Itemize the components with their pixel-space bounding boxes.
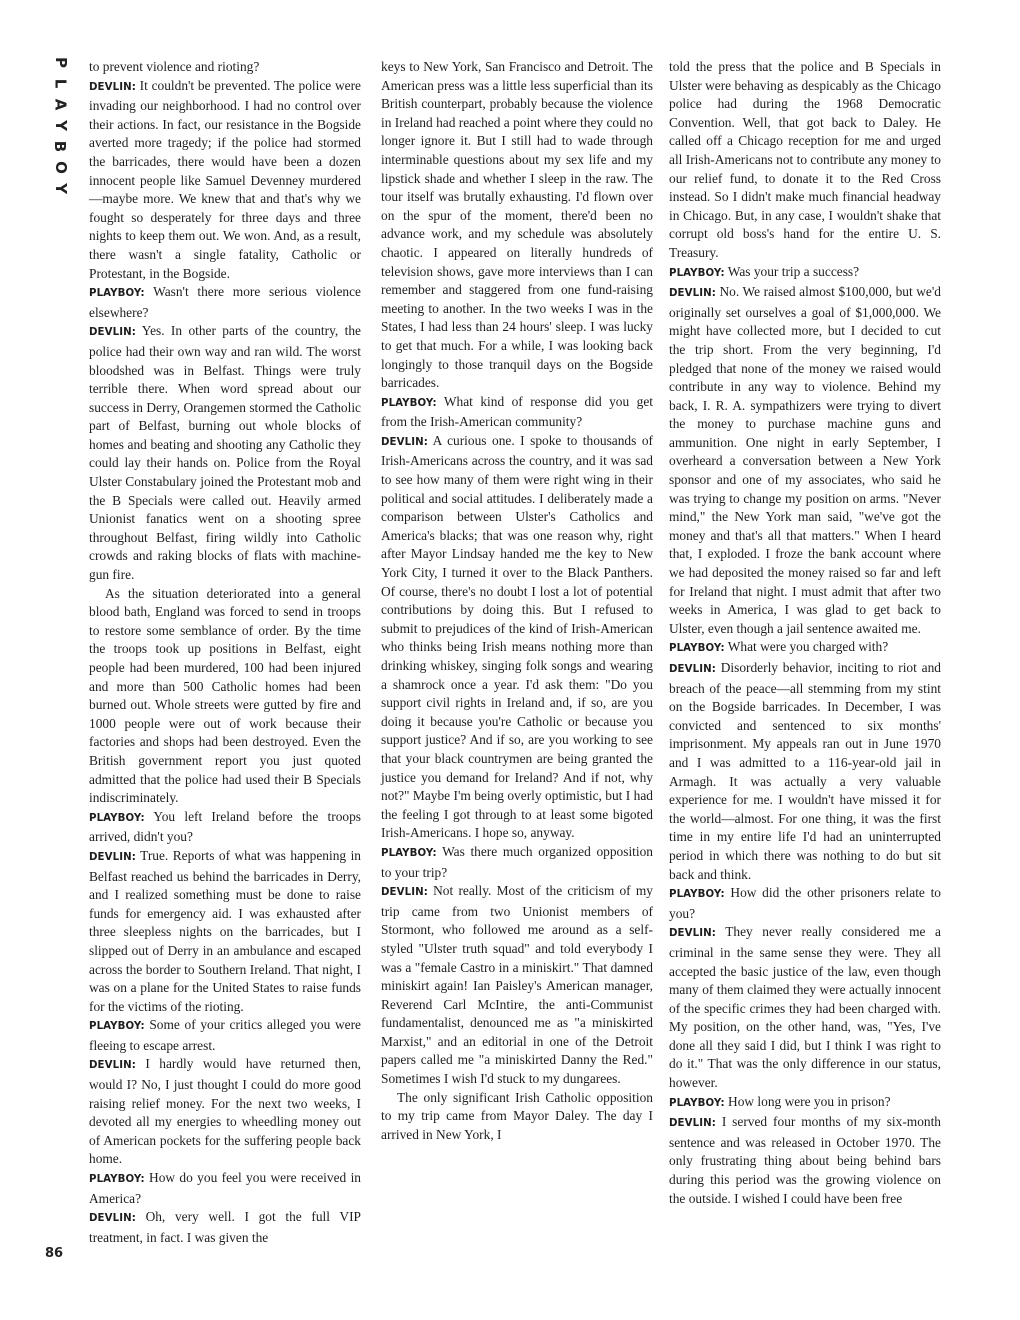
- continuation-paragraph: [381, 1089, 653, 1145]
- side-logo-letter: O: [51, 161, 70, 174]
- interview-paragraph: [89, 1208, 361, 1247]
- paragraph-text: No. We raised almost $100,000, but we'd originally set ourselves a goal of $1,000,000. We might have collected more, but I decided to cut the trip short. From the very beginning, I'd pledged that none of the money we raised would contribute in any way to violence. Behind my back, I. R. A. sympathizers were trying to divert the money to purchase machine guns and ammunition. One night in early September, I overheard a conversation between a New York sponsor and one of my associates, who said he was trying to change my position on arms. "Never mind," the New York man said, "we've got the money and that's all that matters." When I heard that, I exploded. I froze the bank account where we had deposited the money raised so far and left for Ireland that night. I must admit that after two weeks in America, I was glad to get back to Ulster, even though a jail sentence awaited me.: [669, 284, 941, 636]
- interview-paragraph: [89, 1016, 361, 1055]
- paragraph-text: Was your trip a success?: [727, 263, 860, 279]
- speaker-label: PLAYBOY:: [669, 1097, 725, 1109]
- interview-paragraph: [669, 263, 941, 284]
- paragraph-text: The only significant Irish Catholic opposition to my trip came from Mayor Daley. The day I arrived in New York, I: [381, 1089, 653, 1142]
- interview-paragraph: [89, 77, 361, 284]
- side-logo: [48, 52, 72, 199]
- interview-paragraph: [89, 283, 361, 322]
- interview-paragraph: [669, 1113, 941, 1208]
- interview-paragraph: [89, 808, 361, 847]
- paragraph-text: Oh, very well. I got the full VIP treatment, in fact. I was given the: [89, 1209, 361, 1245]
- speaker-label: PLAYBOY:: [89, 1021, 145, 1033]
- speaker-label: DEVLIN:: [89, 1213, 136, 1225]
- side-logo-letter: Y: [51, 120, 70, 131]
- speaker-label: PLAYBOY:: [381, 397, 437, 409]
- paragraph-text: keys to New York, San Francisco and Detroit. The American press was a little less superficial than its British counterpart, probably because the violence in Ireland had reached a point where they could no longer ignore it. But I still had to wade through interminable questions about my sex life and my lipstick shade and whether I sleep in the raw. The tour itself was brutally exhausting. I'd flown over on the spur of the moment, there'd been no advance work, and my schedule was absolutely chaotic. I appeared on literally hundreds of television shows, gave more interviews than I can remember and staggered from one fund-raising meeting to another. In the two weeks I was in the States, I had less than 24 hours' sleep. I was lucky to get that much. For a while, I was looking back longingly to those tranquil days on the Bogside barricades.: [381, 59, 653, 391]
- paragraph-text: Yes. In other parts of the country, the police had their own way and ran wild. The worst bloodshed was in Belfast. Things were truly terrible there. When word spread about our success in Derry, Orangemen stormed the Catholic part of Belfast, burning out whole blocks of homes and beating and shooting any Catholic they could lay their hands on. Police from the Royal Ulster Constabulary joined the Protestant mob and the B Specials were called out. Heavily armed Unionist fanatics went on a shooting spree throughout Belfast, firing wildly into Catholic crowds and raking blocks of flats with machine-gun fire.: [89, 323, 361, 583]
- paragraph-text: A curious one. I spoke to thousands of Irish-Americans across the country, and it was sad to see how many of them were right wing in their political and social attitudes. I deliberately made a comparison between Ulster's Catholics and America's blacks; that was one reason why, right after Mayor Lindsay handed me the key to New York City, I turned it over to the Black Panthers. Of course, there's no doubt I lost a lot of potential contributions by doing this. But I refused to submit to prejudices of the kind of Irish-American who thinks being Irish means nothing more than drinking whiskey, singing folk songs and wearing a shamrock once a year. I'd ask them: "Do you support civil rights in Ireland and, if so, are you doing it because you're Catholic or because you support justice? And if so, are you working to see that your black countrymen are being granted the justice you demand for Ireland? And if not, why not?" Maybe I'm being overly optimistic, but I had the feeling I got through to at least some bigoted Irish-Americans. I hope so, anyway.: [381, 432, 653, 841]
- paragraph-text: It couldn't be prevented. The police were invading our neighborhood. I had no control over their actions. In fact, our resistance in the Bogside averted more tragedy; if the police had stormed the barricades, there would have been a dozen innocent people like Samuel Devenney murdered—maybe more. We knew that and that's why we fought so desperately for three days and three nights to keep them out. We won. And, as a result, there wasn't a single fatality, Catholic or Protestant, in the Bogside.: [89, 77, 361, 281]
- speaker-label: DEVLIN:: [89, 81, 136, 93]
- interview-paragraph: [381, 882, 653, 1089]
- side-logo-letter: A: [51, 98, 70, 111]
- paragraph-text: True. Reports of what was happening in Belfast reached us behind the barricades in Derry, and I realized something must be done to raise funds for emergency aid. I was exhausted after three sleepless nights on the barricades, but I slipped out of Derry in an ambulance and escaped across the border to Southern Ireland. That night, I was on a plane for the United States to raise funds for the victims of the rioting.: [89, 847, 361, 1014]
- text-column-3: [669, 58, 941, 1208]
- speaker-label: DEVLIN:: [381, 887, 428, 899]
- continuation-paragraph: [381, 58, 653, 393]
- paragraph-text: What were you charged with?: [727, 639, 889, 655]
- interview-paragraph: [669, 638, 941, 659]
- paragraph-text: told the press that the police and B Specials in Ulster were behaving as despicably as the Chicago police had during the 1968 Democratic Convention. Well, that got back to Daley. He called off a Chicago reception for me and urged all Irish-Americans not to contribute any money to our relief fund, to donate it to the Red Cross instead. So I didn't make much financial headway in Chicago. But, in any case, I wouldn't shake that corrupt old boss's hand for the entire U. S. Treasury.: [669, 59, 941, 260]
- speaker-label: PLAYBOY:: [669, 643, 725, 655]
- speaker-label: PLAYBOY:: [89, 1174, 145, 1186]
- interview-paragraph: [669, 923, 941, 1092]
- side-logo-letter: P: [51, 57, 70, 68]
- interview-paragraph: [669, 659, 941, 884]
- interview-paragraph: [89, 847, 361, 1016]
- paragraph-text: You left Ireland before the troops arrived, didn't you?: [89, 808, 362, 845]
- paragraph-text: Was there much organized opposition to your trip?: [381, 843, 653, 880]
- page-number: 86: [45, 1246, 64, 1261]
- speaker-label: PLAYBOY:: [89, 288, 145, 300]
- paragraph-text: I hardly would have returned then, would I? No, I just thought I could do more good raising relief money. For the next two weeks, I devoted all my energies to wheedling money out of American pockets for the suffering people back home.: [89, 1056, 361, 1167]
- interview-paragraph: [89, 1055, 361, 1169]
- continuation-paragraph: [89, 585, 361, 808]
- paragraph-text: As the situation deteriorated into a general blood bath, England was forced to send in troops to restore some semblance of order. By the time the troops took up positions in Belfast, eight people had been murdered, 100 had been injured and more than 500 Catholic homes had been burned out. Whole streets were gutted by fire and 1000 people were out of work because their factories and shops had been destroyed. Even the British government report you just quoted admitted that the police had used their B Specials indiscriminately.: [89, 585, 361, 806]
- interview-paragraph: [381, 843, 653, 882]
- text-column-1: [89, 58, 361, 1247]
- side-logo-letter: Y: [51, 183, 70, 194]
- text-column-2: [381, 58, 653, 1144]
- interview-paragraph: [381, 432, 653, 843]
- speaker-label: DEVLIN:: [669, 664, 716, 675]
- side-logo-letter: L: [51, 78, 70, 89]
- speaker-label: DEVLIN:: [89, 851, 136, 863]
- speaker-label: PLAYBOY:: [89, 812, 145, 824]
- paragraph-text: to prevent violence and rioting?: [89, 59, 260, 74]
- speaker-label: PLAYBOY:: [669, 889, 725, 901]
- continuation-paragraph: [89, 58, 361, 77]
- side-logo-letter: B: [51, 140, 70, 153]
- interview-paragraph: [669, 884, 941, 923]
- speaker-label: DEVLIN:: [669, 928, 716, 940]
- paragraph-text: Not really. Most of the criticism of my trip came from two Unionist members of Stormont, who followed me around as a self-styled "Ulster truth squad" and told everybody I was a "female Castro in a miniskirt." That damned miniskirt again! Ian Paisley's American manager, Reverend Carl McIntire, the anti-Communist fundamentalist, denounced me as "a miniskirted Marxist," and an editorial in one of the Detroit papers called me "a miniskirted Danny the Red." Sometimes I wish I'd stuck to my dungarees.: [381, 883, 653, 1087]
- speaker-label: PLAYBOY:: [381, 847, 437, 859]
- speaker-label: DEVLIN:: [89, 1060, 136, 1072]
- paragraph-text: How long were you in prison?: [728, 1093, 891, 1109]
- speaker-label: DEVLIN:: [381, 436, 428, 448]
- interview-paragraph: [89, 322, 361, 584]
- speaker-label: PLAYBOY:: [669, 267, 725, 279]
- paragraph-text: How did the other prisoners relate to you?: [669, 885, 941, 921]
- interview-paragraph: [381, 393, 653, 432]
- interview-paragraph: [669, 1093, 941, 1114]
- paragraph-text: Wasn't there more serious violence elsewhere?: [89, 284, 361, 320]
- speaker-label: DEVLIN:: [89, 327, 136, 339]
- paragraph-text: Some of your critics alleged you were fleeing to escape arrest.: [89, 1017, 361, 1053]
- speaker-label: DEVLIN:: [669, 1118, 716, 1130]
- paragraph-text: What kind of response did you get from the Irish-American community?: [381, 393, 653, 430]
- paragraph-text: Disorderly behavior, inciting to riot and breach of the peace—all stemming from my stint on the Bogside barricades. In December, I was convicted and sentenced to six months' imprisonment. My appeals ran out in June 1970 and I was admitted to a 116-year-old jail in Armagh. It was actually a very valuable experience for me. I wouldn't have missed it for the world—almost. For one thing, it was the first time in my entire life I'd had an uninterrupted period in which there was nothing to do but sit back and think.: [669, 660, 941, 882]
- continuation-paragraph: [669, 58, 941, 263]
- interview-paragraph: [89, 1169, 361, 1208]
- paragraph-text: How do you feel you were received in America?: [89, 1170, 361, 1206]
- speaker-label: DEVLIN:: [669, 288, 716, 300]
- interview-paragraph: [669, 283, 941, 638]
- paragraph-text: They never really considered me a criminal in the same sense they were. They all accepted the basic justice of the law, even though many of them claimed they were actually innocent of the specific crimes they had been charged with. My position, on the other hand, was, "Yes, I've done all they said I did, but I think I was right to do it." That was the only difference in our status, however.: [669, 924, 941, 1091]
- paragraph-text: I served four months of my six-month sentence and was released in October 1970. The only frustrating thing about being behind bars during this period was the growing violence on the outside. I wished I could have been free: [669, 1114, 941, 1206]
